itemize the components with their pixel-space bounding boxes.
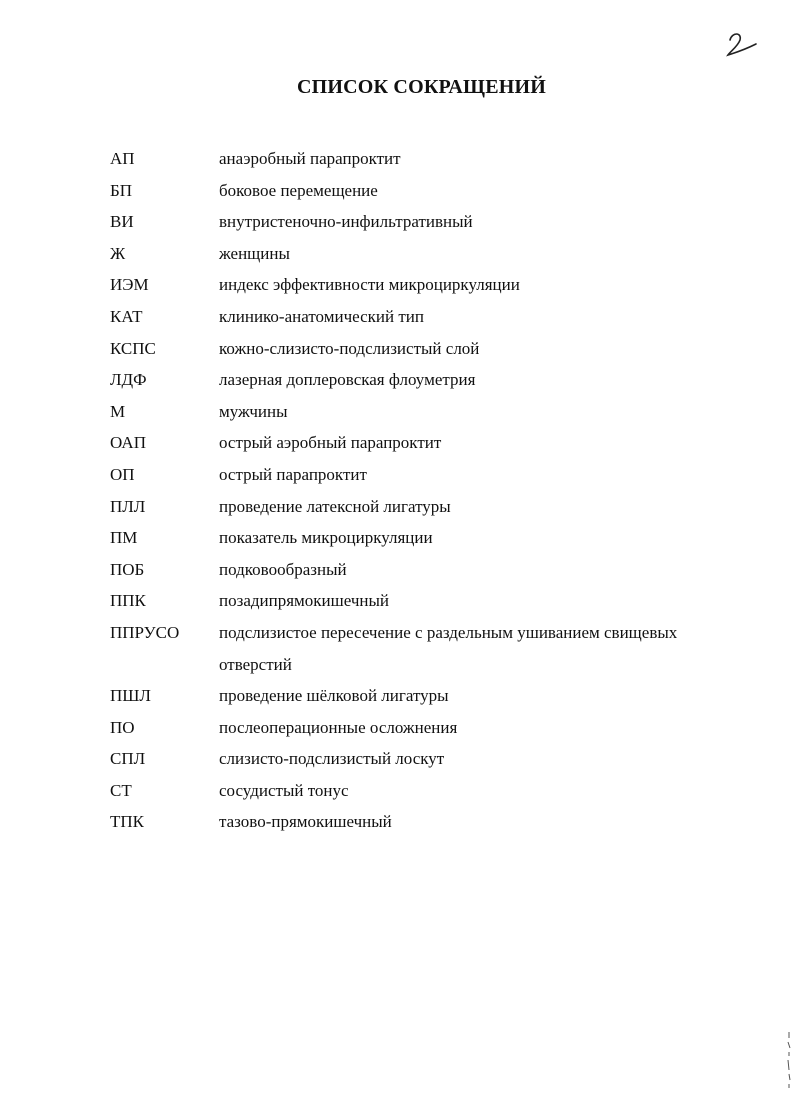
abbreviation-row bbox=[0, 427, 795, 459]
abbreviation-row bbox=[0, 143, 795, 175]
abbreviation-row bbox=[0, 301, 795, 333]
abbreviation-term: КСПС bbox=[110, 338, 156, 358]
abbreviation-definition: острый аэробный парапроктит bbox=[219, 433, 442, 453]
abbreviation-definition: анаэробный парапроктит bbox=[219, 149, 401, 168]
abbreviation-row bbox=[0, 459, 795, 491]
abbreviation-definition: клинико-анатомический тип bbox=[219, 306, 424, 326]
abbreviation-term: ВИ bbox=[110, 212, 134, 232]
abbreviation-row bbox=[0, 364, 795, 396]
abbreviation-definition: лазерная доплеровская флоуметрия bbox=[219, 370, 476, 390]
abbreviation-term: ПШЛ bbox=[110, 686, 151, 706]
abbreviation-definition: индекс эффективности микроциркуляции bbox=[219, 275, 520, 295]
abbreviation-row bbox=[0, 522, 795, 554]
abbreviation-term: ПЛЛ bbox=[110, 496, 146, 516]
abbreviation-definition: мужчины bbox=[219, 401, 288, 421]
abbreviation-term: КАТ bbox=[110, 306, 143, 326]
abbreviation-term: ТПК bbox=[110, 812, 144, 832]
abbreviation-row bbox=[0, 585, 795, 617]
abbreviation-row bbox=[0, 775, 795, 807]
abbreviation-list bbox=[0, 143, 795, 838]
abbreviation-row bbox=[0, 680, 795, 712]
abbreviation-row bbox=[0, 712, 795, 744]
abbreviation-definition: боковое перемещение bbox=[219, 180, 378, 200]
abbreviation-definition: слизисто-подслизистый лоскут bbox=[219, 749, 445, 769]
abbreviation-definition: сосудистый тонус bbox=[219, 780, 349, 800]
abbreviation-row bbox=[0, 175, 795, 207]
abbreviation-term: ОП bbox=[110, 464, 135, 484]
abbreviation-definition: показатель микроциркуляции bbox=[219, 528, 433, 548]
abbreviation-definition: подковообразный bbox=[219, 559, 347, 579]
abbreviation-term: М bbox=[110, 401, 126, 421]
abbreviation-row bbox=[0, 554, 795, 586]
abbreviation-term: Ж bbox=[110, 243, 126, 263]
abbreviation-definition: тазово-прямокишечный bbox=[219, 812, 392, 832]
abbreviation-term: ЛДФ bbox=[110, 370, 147, 390]
abbreviation-row bbox=[0, 206, 795, 238]
abbreviation-definition: проведение латексной лигатуры bbox=[219, 496, 451, 516]
abbreviation-definition: проведение шёлковой лигатуры bbox=[219, 686, 449, 706]
abbreviation-row bbox=[0, 333, 795, 365]
abbreviation-row bbox=[0, 617, 795, 680]
abbreviation-term: ППРУСО bbox=[110, 622, 180, 642]
abbreviation-row bbox=[0, 396, 795, 428]
abbreviation-term: ОАП bbox=[110, 433, 146, 453]
abbreviation-definition: острый парапроктит bbox=[219, 464, 367, 484]
abbreviation-term: ПМ bbox=[110, 528, 138, 548]
abbreviation-definition: внутристеночно-инфильтративный bbox=[219, 212, 473, 232]
abbreviation-term: БП bbox=[110, 180, 133, 200]
abbreviation-row bbox=[0, 806, 795, 838]
abbreviation-definition: подслизистое пересечение с раздельным ушиванием свищевых отверстий bbox=[219, 622, 678, 674]
abbreviation-definition: позадипрямокишечный bbox=[219, 591, 390, 611]
abbreviation-row bbox=[0, 743, 795, 775]
page-title: СПИСОК СОКРАЩЕНИЙ bbox=[296, 76, 547, 98]
abbreviation-definition: послеоперационные осложнения bbox=[219, 717, 458, 737]
abbreviation-term: ПОБ bbox=[110, 559, 145, 579]
abbreviation-row bbox=[0, 238, 795, 270]
abbreviation-term: СПЛ bbox=[110, 749, 146, 769]
abbreviation-term: ИЭМ bbox=[110, 275, 149, 295]
abbreviation-term: СТ bbox=[110, 780, 132, 800]
abbreviation-definition: кожно-слизисто-подслизистый слой bbox=[219, 338, 480, 358]
abbreviation-term: ПО bbox=[110, 717, 135, 737]
abbreviation-term: АП bbox=[110, 149, 135, 168]
scan-margin-mark bbox=[786, 1030, 792, 1090]
abbreviation-row bbox=[0, 269, 795, 301]
abbreviation-definition: женщины bbox=[219, 243, 290, 263]
abbreviation-row bbox=[0, 491, 795, 523]
abbreviation-term: ППК bbox=[110, 591, 146, 611]
page-number-handwritten bbox=[722, 28, 762, 60]
